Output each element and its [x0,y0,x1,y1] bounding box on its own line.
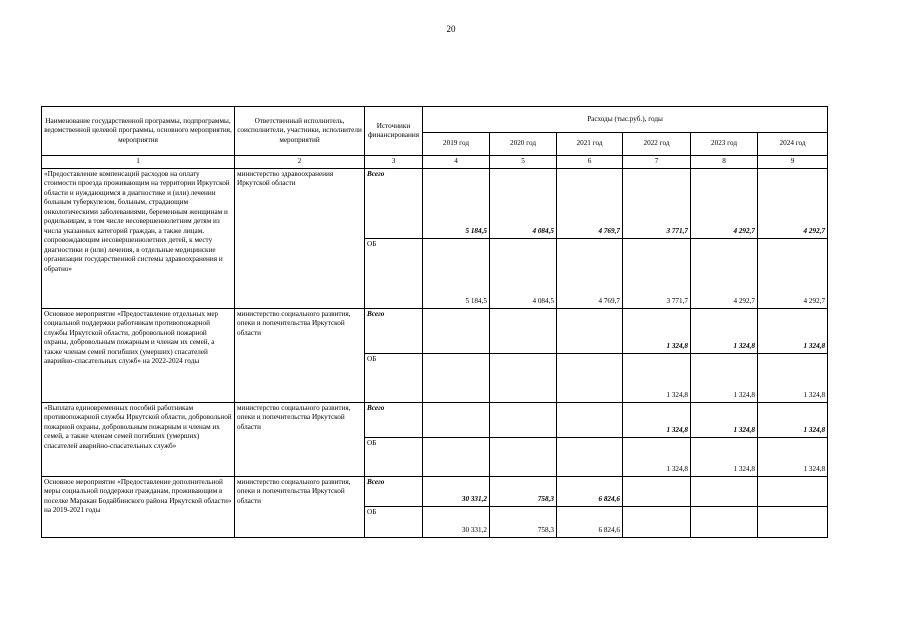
row-name: «Предоставление компенсаций расходов на оплату стоимости проезда проживающим на территории Иркутской области и нуждающимся в диагностике и (или) лечении больным туберкулезом, больным, страдающим онкологическими заболеваниями, беременным женщинам и родильницам, в том числе несовершеннолетним детям из числа указанных категорий граждан, а также лицам, сопровождающим несовершеннолетних детей, к месту диагностики и (или) лечения, в отдельные медицинские организации государственной системы здравоохранения и обратно» [42,168,235,308]
table-row [42,476,828,506]
column-index: 8 [691,156,758,169]
column-index: 4 [423,156,490,169]
total-value: 4 084,5 [490,168,557,238]
total-value [490,308,557,353]
total-value: 30 331,2 [423,476,490,506]
total-value: 1 324,8 [623,308,691,353]
total-value: 1 324,8 [758,402,828,437]
column-index: 9 [758,156,828,169]
total-value [758,476,828,506]
header-name: Наименование государственной программы, подпрограммы, ведомственной целевой программы, основного мероприятия, мероприятия [42,107,235,156]
row-name: Основное мероприятие «Предоставление дополнительной меры социальной поддержки гражданам, проживающим в поселке Маракан Бодайбинского района Иркутской области» на 2019-2021 годы [42,476,235,537]
ob-value [423,353,490,402]
source-ob-label: ОБ [365,506,423,537]
ob-value: 1 324,8 [623,437,691,476]
total-value: 4 292,7 [691,168,758,238]
ob-value [490,353,557,402]
ob-value: 1 324,8 [623,353,691,402]
total-value: 1 324,8 [691,308,758,353]
total-value [423,402,490,437]
total-value: 3 771,7 [623,168,691,238]
table-row [42,308,828,353]
ob-value: 4 292,7 [691,238,758,308]
ob-value: 1 324,8 [758,353,828,402]
ob-value: 1 324,8 [758,437,828,476]
ob-value [623,506,691,537]
source-ob-label: ОБ [365,437,423,476]
column-index: 3 [365,156,423,169]
row-name: «Выплата единовременных пособий работникам противопожарной службы Иркутской области, добровольной пожарной охраны, добровольным пожарным и членам их семей, а также членам семей погибших (умерших) спасателей аварийно-спасательных служб» [42,402,235,476]
header-year: 2021 год [557,133,623,156]
row-executor: министерство социального развития, опеки и попечительства Иркутской области [235,402,365,476]
table-row [42,402,828,437]
total-value [691,476,758,506]
row-executor: министерство здравоохранения Иркутской области [235,168,365,308]
ob-value [557,437,623,476]
row-executor: министерство социального развития, опеки и попечительства Иркутской области [235,308,365,402]
ob-value: 5 184,5 [423,238,490,308]
total-value: 6 824,6 [557,476,623,506]
total-value [557,308,623,353]
source-total-label: Всего [365,308,423,353]
total-value [490,402,557,437]
header-year: 2023 год [691,133,758,156]
total-value: 5 184,5 [423,168,490,238]
total-value: 4 769,7 [557,168,623,238]
header-executor: Ответственный исполнитель, соисполнители, участники, исполнители мероприятий [235,107,365,156]
ob-value: 4 084,5 [490,238,557,308]
header-sources: Источники финансирования [365,107,423,156]
ob-value: 4 769,7 [557,238,623,308]
column-index: 7 [623,156,691,169]
source-total-label: Всего [365,476,423,506]
column-index: 6 [557,156,623,169]
column-index-row [42,156,828,169]
ob-value [557,353,623,402]
ob-value: 1 324,8 [691,353,758,402]
ob-value [758,506,828,537]
ob-value [423,437,490,476]
column-index: 2 [235,156,365,169]
ob-value [691,506,758,537]
header-year: 2020 год [490,133,557,156]
row-executor: министерство социального развития, опеки и попечительства Иркутской области [235,476,365,537]
header-year: 2019 год [423,133,490,156]
ob-value: 3 771,7 [623,238,691,308]
source-ob-label: ОБ [365,238,423,308]
table-row [42,168,828,238]
ob-value: 30 331,2 [423,506,490,537]
total-value [557,402,623,437]
ob-value: 4 292,7 [758,238,828,308]
total-value: 1 324,8 [758,308,828,353]
source-total-label: Всего [365,402,423,437]
source-total-label: Всего [365,168,423,238]
column-index: 5 [490,156,557,169]
total-value: 1 324,8 [623,402,691,437]
header-expenses: Расходы (тыс.руб.), годы [423,107,828,133]
ob-value [490,437,557,476]
column-index: 1 [42,156,235,169]
source-ob-label: ОБ [365,353,423,402]
header-year: 2024 год [758,133,828,156]
total-value: 4 292,7 [758,168,828,238]
budget-table [41,106,828,538]
ob-value: 6 824,6 [557,506,623,537]
total-value [623,476,691,506]
total-value: 1 324,8 [691,402,758,437]
ob-value: 1 324,8 [691,437,758,476]
row-name: Основное мероприятие «Предоставление отдельных мер социальной поддержки работникам противопожарной службы Иркутской области, добровольной пожарной охраны, добровольным пожарным и членам их семей, а также членам семей погибших (умерших) спасателей аварийно-спасательных служб» на 2022-2024 годы [42,308,235,402]
page-number: 20 [446,24,456,34]
total-value: 758,3 [490,476,557,506]
total-value [423,308,490,353]
ob-value: 758,3 [490,506,557,537]
header-year: 2022 год [623,133,691,156]
